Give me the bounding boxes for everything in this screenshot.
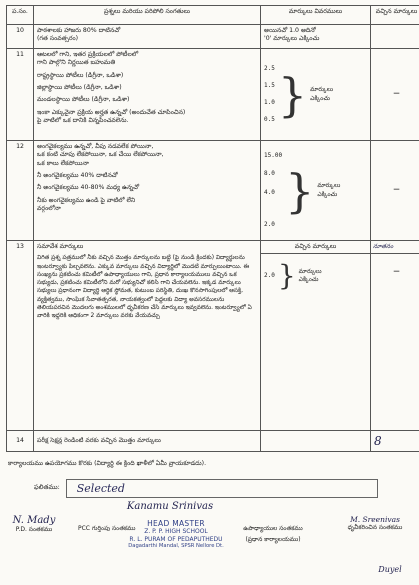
table-row — [7, 49, 419, 141]
row-given: − — [371, 49, 419, 141]
criteria-line: నీ అంగవైకల్యము 40% దాటినచో — [37, 172, 118, 180]
pd-signature — [4, 515, 64, 534]
marks-value: 2.0 — [264, 272, 275, 280]
criteria-line: ఒక కంటి చూపు లేకపోయినా, ఒక చేయి లేకపోయినా, — [37, 151, 164, 159]
marks-label — [317, 182, 340, 198]
office-use-note: కార్యాలయము ఉపయోగము కొరకు (విద్యార్థి ఈ క్రింది ఖాళీలో ఏమీ వ్రాయకూడదు). — [8, 460, 207, 467]
bottom-initials: Duyel — [378, 565, 402, 574]
marks-values — [264, 152, 282, 228]
teacher-signature-sublabel: (ప్రధాన కార్యాలయము) — [245, 536, 301, 543]
row-marks — [261, 431, 371, 452]
pd-signature-label: P.D. సంతకము — [15, 526, 53, 533]
criteria-line: ఒక కాలు లేకపోయినా — [37, 159, 89, 167]
result-label: ఫలితము: — [34, 483, 60, 491]
row-marks — [261, 25, 371, 49]
row-no: 14 — [7, 431, 34, 452]
criteria-line: జిల్లాస్థాయి పోటీలు (డిగ్రీనా, ఒడిశా) — [37, 84, 122, 92]
criteria-title: సమావేశ మార్కులు — [37, 243, 84, 250]
total-score: 8 — [371, 431, 419, 452]
row-no: 10 — [7, 25, 34, 49]
table-row — [7, 25, 419, 49]
marks-block — [264, 152, 367, 228]
criteria-line: పై వాటిలో ఒక దానికి విన్నపించవలెను. — [37, 117, 129, 125]
teacher-signature — [228, 525, 318, 544]
marks-value: 2.0 — [264, 220, 275, 228]
brace-icon: } — [277, 259, 296, 293]
criteria-line: రాష్ట్రస్థాయి పోటీలు (డిగ్రీనా, ఒడిశా) — [37, 71, 124, 79]
row-given — [371, 241, 419, 431]
marks-value: 1.5 — [264, 81, 275, 89]
given-subheader: నూతనం — [371, 241, 419, 254]
row-criteria — [34, 25, 261, 49]
table-row — [7, 431, 419, 452]
marks-block — [264, 65, 367, 124]
verifier-signature — [334, 515, 416, 532]
criteria-line: నీ అంగవైకల్యము 40-80% మధ్య ఉన్నచో — [37, 184, 140, 192]
criteria-line: (గత సంవత్సరం) — [37, 35, 79, 43]
marks-value: 8.0 — [264, 170, 275, 178]
criteria-line: గాని పాల్గొని నిర్ణయిత బహుమతి — [37, 59, 116, 67]
marks-line: '0' మార్కులు ఎక్కించు — [264, 35, 320, 43]
result-field: Selected — [66, 479, 378, 498]
criteria-line: అంగవైకల్యము ఉన్నచో, వీపు నడవలేక పోయినా, — [37, 143, 154, 150]
row-given: − — [371, 141, 419, 241]
header-no: ప.సం. — [7, 6, 34, 25]
row-marks — [261, 141, 371, 241]
criteria-line: మండలస్థాయి పోటీలు (డిగ్రీనా, ఒడిశా) — [37, 96, 130, 104]
given-value: − — [392, 267, 401, 278]
header-criteria: ప్రశ్నలు మరియు పరిపోలి సంగతులు — [34, 6, 261, 25]
result-row — [8, 478, 412, 498]
marks-table — [6, 5, 419, 452]
header-marks: మార్కులు వివరములు — [261, 6, 371, 25]
table-row — [7, 141, 419, 241]
marks-value: 1.0 — [264, 99, 275, 106]
marks-value: 15.00 — [264, 152, 283, 160]
row-given — [371, 25, 419, 49]
criteria-paragraph: విగిత ప్రశ్న పత్రములో నీకు వచ్చిన మొత్తం మార్కులను బట్టి (పై నుండి క్రిందకు) విద్యార్థులను ఇంటర్వ్యూకు పిల్చవలెను. ఎక్కువ మార్కులు వచ్చిన విద్యార్థిలో మొదటి మార్పులుంటాయి. ఈ సంఖ్యను ప్రకటించు కమిటీలో ఉపాధ్యాయులు గాని, ప్రధాన కార్యాలయములు వచ్చిన ఒక సభ్యుడు, ప్రకటించు కమిటీలోని మరో సభ్యునిచో కలిసి గాని చేయవలెను. ఇక్కడ మార్కులు సభ్యులు ప్రధానంగా విద్యార్థి ఆర్థిక స్థోమత, కుటుంబ పరిస్థితి, దుఃఖ కొనసాగింపులలో ఆసక్తి, వ్యక్తిత్వము, సాంఘిక సేవాతత్పరత, నాయకత్వంలో పెద్దలకు విద్యా అవసరములను తెలియపరచిన మొదలగు అంశములలో ధృవీకరణ చేసి మార్కులు ఇవ్వవలెను. ఇంటర్వ్యూలో ఏ వారికి ఇద్దరికి ఆధికంగా 2 మార్కులు వరకు వేయవచ్చు — [37, 255, 252, 320]
teacher-signature-label: ఉపాధ్యాయుల సంతకము — [243, 525, 303, 532]
marks-value: 0.5 — [264, 116, 275, 124]
row-criteria — [34, 241, 261, 431]
pd-signature-handwriting: N. Mady — [12, 515, 56, 526]
criteria-line: వర్గంలోనా — [37, 205, 61, 213]
marks-values — [264, 272, 275, 280]
stamp-line: Dagadarthi Mandal, SPSR Nellore Dt. — [128, 543, 224, 550]
stamp-title: HEAD MASTER — [147, 519, 205, 528]
marks-label-line: మార్కులు — [317, 182, 341, 190]
marks-label-line: ఎక్కించు — [310, 94, 330, 102]
brace-icon: } — [285, 163, 315, 218]
criteria-line: పాఠశాలకు హాజరు 80% దాటినచో — [37, 27, 121, 34]
verifier-signature-handwriting: M. Sreenivas — [350, 515, 400, 524]
marks-label — [310, 86, 333, 102]
table-header — [7, 6, 419, 25]
marks-subheader: వచ్చిన మార్కులు — [261, 241, 370, 254]
marks-label-line: ఎక్కించు — [317, 190, 338, 198]
row-criteria: పరీక్ష సెక్షన్ల రెండింటి వరకు వచ్చిన మొత్తం మార్కులు — [34, 431, 261, 452]
marks-label-line: మార్కులు — [298, 268, 322, 276]
marks-value: 4.0 — [264, 188, 275, 196]
marks-label-line: మార్కులు — [310, 86, 334, 94]
marks-line: అయినచో 1.0 అదినో — [264, 27, 316, 34]
row-criteria — [34, 49, 261, 141]
marks-value: 2.5 — [264, 64, 275, 72]
stamp-line: Z. P. P. HIGH SCHOOL — [144, 528, 208, 536]
row-no: 13 — [7, 241, 34, 431]
row-criteria — [34, 141, 261, 241]
row-no: 11 — [7, 49, 34, 141]
row-no: 12 — [7, 141, 34, 241]
row-marks — [261, 49, 371, 141]
pcc-label: PCC గుర్తింపు సంతకము — [78, 525, 136, 532]
center-signature-handwriting: Kanamu Srinivas — [126, 501, 214, 512]
brace-icon: } — [277, 67, 308, 122]
marks-label — [299, 268, 322, 284]
table-row — [7, 241, 419, 431]
marks-label-line: ఎక్కించు — [298, 276, 319, 284]
stamp-line: R. L. PURAM OF PEDAPUTHEDU — [129, 535, 223, 543]
criteria-line: ఆటలలో గాని, ఇతర ప్రక్రియలలో పోటీలలో — [37, 51, 139, 58]
verifier-signature-label: ధృవీకరించిన సంతకము — [347, 524, 403, 531]
header-given: వచ్చిన మార్కులు — [371, 6, 419, 25]
signature-row — [0, 501, 419, 585]
row-marks — [261, 241, 371, 431]
criteria-line: ఇంకా ఎక్కువైనా ప్రక్రియ అర్హత ఉన్నచో (అందుచేత చూపించిన) — [37, 108, 186, 116]
marks-block — [261, 254, 370, 298]
criteria-line: నీకు అంగవైకల్యము ఉండి పై వాటిలో లేని — [37, 196, 136, 204]
marks-values — [264, 65, 275, 124]
